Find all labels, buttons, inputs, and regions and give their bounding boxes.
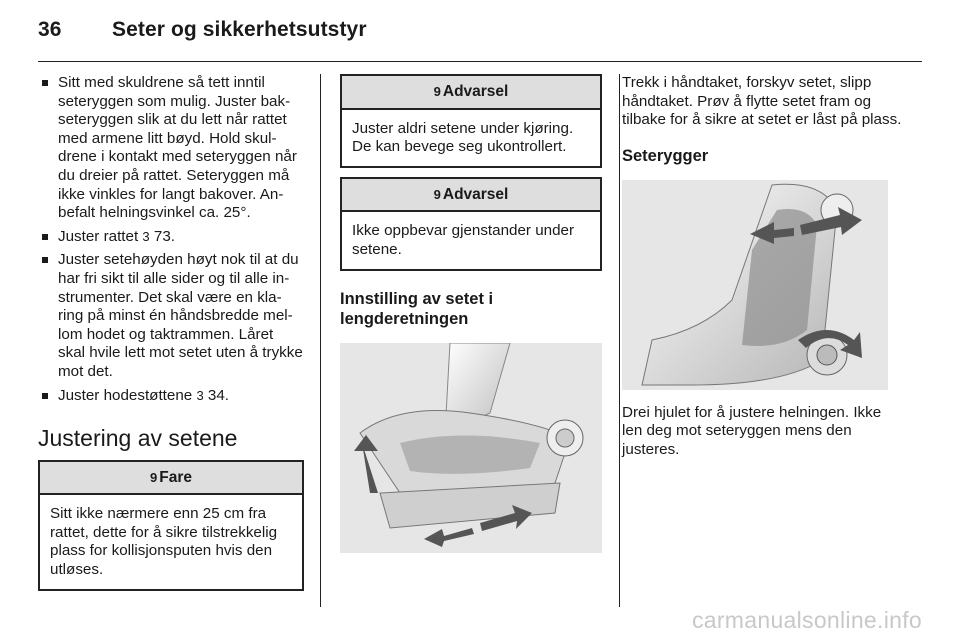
page-number: 36 bbox=[38, 18, 62, 41]
subsection-heading: Seterygger bbox=[622, 146, 709, 165]
watermark: carmanualsonline.info bbox=[691, 607, 922, 633]
warning-triangle-icon: 9 bbox=[150, 469, 158, 485]
warning-box bbox=[340, 177, 602, 271]
page-ref-icon: 3 bbox=[142, 228, 150, 244]
seatback-recline-drawing bbox=[622, 180, 888, 390]
column-divider-2 bbox=[619, 74, 620, 607]
warning-box-text: Juster aldri setene under kjøring. De kan bevege seg ukontrollert. bbox=[352, 119, 574, 156]
subsection-heading: Innstilling av setet i lengderetningen bbox=[340, 289, 494, 328]
section-heading: Justering av setene bbox=[38, 425, 238, 452]
seat-slide-illustration bbox=[340, 343, 602, 553]
warning-box-title: Advarsel bbox=[442, 185, 509, 203]
list-item: Sitt med skuldrene så tett inntil seteryggen som mulig. Juster bak-seteryggen slik at du lett når rattet med armene litt bøyd. Hold skul-drene i kontakt med seteryggen når du dreier på rattet. Seteryggen må ikke vinkles for langt bakover. An-befalt helningsvinkel ca. 25°. bbox=[38, 74, 304, 223]
column-left bbox=[38, 74, 304, 600]
danger-box-header bbox=[40, 462, 302, 496]
page-ref: 34. bbox=[203, 386, 230, 404]
warning-box bbox=[340, 74, 602, 168]
warning-box-text: Ikke oppbevar gjenstander under setene. bbox=[352, 222, 575, 258]
column-divider-1 bbox=[320, 74, 321, 607]
list-item: Juster hodestøttene 3 34. bbox=[38, 387, 304, 406]
warning-box-header bbox=[342, 76, 600, 110]
page-ref-icon: 3 bbox=[196, 387, 204, 403]
seat-slide-drawing bbox=[340, 343, 602, 553]
seatback-recline-illustration bbox=[622, 180, 888, 390]
column-middle bbox=[340, 74, 602, 553]
warning-triangle-icon: 9 bbox=[433, 186, 441, 202]
column-right bbox=[622, 74, 904, 472]
figure-caption: Drei hjulet for å justere helningen. Ikke len deg mot seteryggen mens den justeres. bbox=[622, 403, 882, 458]
warning-box-title: Advarsel bbox=[442, 83, 509, 100]
danger-box-text: Sitt ikke nærmere enn 25 cm fra rattet, dette for å sikre tilstrekkelig plass for kollisjonsputen hvis den utløses. bbox=[50, 505, 278, 579]
page-ref: 73. bbox=[149, 227, 175, 245]
warning-triangle-icon: 9 bbox=[433, 84, 441, 99]
warning-box-header bbox=[342, 179, 600, 213]
danger-box-title: Fare bbox=[159, 468, 192, 486]
list-item: Juster setehøyden høyt nok til at du har fri sikt til alle sider og til alle in-strumenter. Det skal være en kla-ring på minst én håndsbredde mel-lom hodet og taktrammen. Låret skal hvile lett mot setet uten å trykke mot det. bbox=[38, 251, 304, 381]
danger-box bbox=[38, 460, 304, 591]
bullet-list bbox=[38, 74, 304, 405]
page-header bbox=[38, 18, 367, 42]
list-item: Juster rattet 3 73. bbox=[38, 228, 304, 247]
page-title: Seter og sikkerhetsutstyr bbox=[112, 18, 367, 41]
header-rule bbox=[38, 61, 922, 62]
instruction-paragraph: Trekk i håndtaket, forskyv setet, slipp håndtaket. Prøv å flytte setet fram og tilbake for å sikre at setet er låst på plass. bbox=[622, 74, 902, 129]
